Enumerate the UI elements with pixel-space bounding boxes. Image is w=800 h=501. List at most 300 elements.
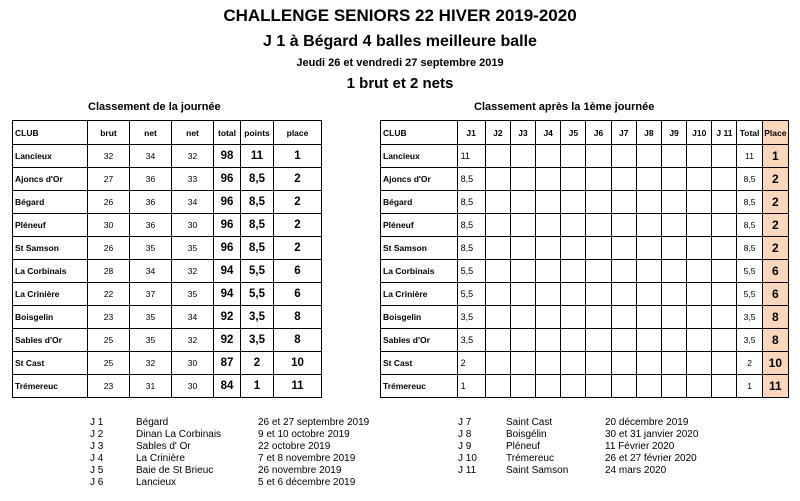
table-cell: 23 [88,306,130,329]
table-cell [712,191,737,214]
column-header: J1 [457,121,485,145]
schedule-day: J 2 [90,429,104,440]
table-cell [611,329,636,352]
club-name: Bégard [13,191,88,214]
club-name: Pléneuf [381,214,458,237]
overall-ranking-table [380,120,789,398]
table-cell: 32 [130,352,172,375]
table-cell: 30 [172,375,214,398]
club-name: Trémereuc [381,375,458,398]
table-cell [510,145,535,168]
table-cell: 2 [762,168,788,191]
table-cell: 3,5 [457,306,485,329]
schedule-club: Pléneuf [506,441,540,452]
table-cell: 34 [172,306,214,329]
table-cell [687,214,712,237]
table-cell: 8 [274,329,322,352]
column-header: J3 [510,121,535,145]
column-header: place [274,121,322,145]
table-cell: 31 [130,375,172,398]
table-cell: 8,5 [241,168,274,191]
table-cell [661,214,686,237]
schedule-date: 24 mars 2020 [605,465,667,476]
table-cell [611,145,636,168]
table-cell [485,260,510,283]
table-cell: 92 [214,329,241,352]
club-name: Sables d'Or [381,329,458,352]
table-cell [636,306,661,329]
table-cell: 2 [737,352,762,375]
table-cell [636,191,661,214]
table-cell [485,352,510,375]
table-cell [586,329,611,352]
table-cell: 8,5 [457,168,485,191]
table-cell: 94 [214,283,241,306]
schedule-day: J 8 [458,429,472,440]
table-cell [611,352,636,375]
table-cell [712,375,737,398]
table-cell [485,283,510,306]
table-row [13,168,322,191]
table-cell [611,191,636,214]
table-cell: 96 [214,191,241,214]
table-cell: 84 [214,375,241,398]
table-cell [611,168,636,191]
table-cell: 37 [130,283,172,306]
column-header: J5 [561,121,586,145]
schedule-date: 7 et 8 novembre 2019 [258,453,356,464]
schedule-date: 20 décembre 2019 [605,417,689,428]
table-cell: 1 [762,145,788,168]
event-format: 1 brut et 2 nets [346,75,454,92]
table-cell [636,214,661,237]
table-cell: 28 [88,260,130,283]
schedule-day: J 7 [458,417,472,428]
table-cell [586,283,611,306]
schedule-club: Lancieux [136,477,177,488]
table-cell [586,145,611,168]
table-cell: 2 [274,214,322,237]
table-cell [687,260,712,283]
table-cell [536,306,561,329]
table-cell: 35 [172,237,214,260]
table-cell [712,145,737,168]
table-cell: 2 [274,191,322,214]
table-cell: 2 [274,237,322,260]
table-cell: 2 [762,214,788,237]
table-cell: 8,5 [457,237,485,260]
table-cell: 6 [762,283,788,306]
table-row [13,375,322,398]
column-header: J 11 [712,121,737,145]
club-name: Ajoncs d'Or [381,168,458,191]
table-row [13,329,322,352]
table-row [381,375,789,398]
club-name: Lancieux [381,145,458,168]
table-cell [712,168,737,191]
schedule-club: Trémereuc [506,453,554,464]
table-cell: 8,5 [737,191,762,214]
table-cell: 35 [172,283,214,306]
column-header: J9 [661,121,686,145]
table-cell: 30 [172,214,214,237]
schedule-date: 26 novembre 2019 [258,465,342,476]
table-cell: 5,5 [737,260,762,283]
table-cell [536,283,561,306]
table-row [381,191,789,214]
schedule-day: J 10 [458,453,477,464]
table-cell [561,214,586,237]
column-header: CLUB [13,121,88,145]
table-cell: 6 [274,283,322,306]
table-cell [485,329,510,352]
column-header: J6 [586,121,611,145]
club-name: Lancieux [13,145,88,168]
table-cell [611,306,636,329]
table-cell: 1 [274,145,322,168]
table-cell [485,306,510,329]
table-cell: 22 [88,283,130,306]
table-cell [661,237,686,260]
table-cell: 8,5 [737,168,762,191]
page-title: CHALLENGE SENIORS 22 HIVER 2019-2020 [223,6,577,25]
table-cell: 3,5 [241,329,274,352]
column-header: net [130,121,172,145]
overall-ranking-title: Classement après la 1ème journée [474,101,655,113]
schedule-date: 26 et 27 septembre 2019 [258,417,370,428]
table-cell [712,329,737,352]
table-row [13,260,322,283]
table-cell: 32 [172,329,214,352]
schedule-club: Saint Cast [506,417,553,428]
table-cell [561,145,586,168]
column-header: J10 [687,121,712,145]
column-header: J8 [636,121,661,145]
table-cell [561,306,586,329]
schedule-club: Sables d' Or [136,441,191,452]
table-cell: 1 [457,375,485,398]
table-cell [636,283,661,306]
table-row [381,283,789,306]
club-name: Bégard [381,191,458,214]
schedule-day: J 4 [90,453,104,464]
table-cell [561,260,586,283]
table-row [381,352,789,375]
column-header: J2 [485,121,510,145]
table-cell: 1 [737,375,762,398]
table-cell [661,145,686,168]
table-cell [510,306,535,329]
table-cell: 5,5 [241,283,274,306]
table-cell: 32 [172,145,214,168]
table-cell: 8,5 [241,237,274,260]
club-name: St Cast [381,352,458,375]
table-cell: 3,5 [737,306,762,329]
table-cell [661,283,686,306]
table-cell [586,237,611,260]
club-name: La Corbinais [13,260,88,283]
table-cell: 96 [214,237,241,260]
table-cell: 8 [762,306,788,329]
table-cell: 3,5 [737,329,762,352]
table-row [381,145,789,168]
table-cell [536,237,561,260]
table-cell [485,237,510,260]
table-cell [687,237,712,260]
table-cell [661,375,686,398]
table-cell [561,191,586,214]
table-cell [712,306,737,329]
schedule-club: Boisgélin [506,429,547,440]
table-row [13,352,322,375]
table-cell [485,375,510,398]
table-cell: 36 [130,191,172,214]
table-cell [611,375,636,398]
table-row [381,329,789,352]
table-cell [536,168,561,191]
table-cell: 3,5 [457,329,485,352]
schedule-day: J 1 [90,417,104,428]
table-cell [586,168,611,191]
table-cell [661,352,686,375]
club-name: St Samson [13,237,88,260]
table-cell: 30 [172,352,214,375]
schedule-day: J 3 [90,441,104,452]
event-dates: Jeudi 26 et vendredi 27 septembre 2019 [296,57,504,69]
table-cell: 32 [172,260,214,283]
table-cell: 36 [130,168,172,191]
table-cell: 33 [172,168,214,191]
table-cell [485,145,510,168]
schedule-date: 30 et 31 janvier 2020 [605,429,699,440]
table-cell [712,352,737,375]
table-cell: 5,5 [241,260,274,283]
table-cell: 2 [457,352,485,375]
table-cell [561,329,586,352]
table-cell: 10 [274,352,322,375]
table-row [13,191,322,214]
schedule-club: La Crinière [136,453,185,464]
table-cell [510,375,535,398]
table-cell [536,214,561,237]
table-cell [611,237,636,260]
club-name: La Crinière [13,283,88,306]
table-cell: 11 [737,145,762,168]
table-cell [636,260,661,283]
table-cell [636,168,661,191]
table-cell [636,237,661,260]
table-cell [510,352,535,375]
table-cell [661,260,686,283]
table-cell: 23 [88,375,130,398]
table-cell [611,214,636,237]
table-cell: 6 [762,260,788,283]
table-cell: 35 [130,306,172,329]
club-name: Boisgelin [381,306,458,329]
table-cell [510,191,535,214]
schedule-date: 11 Février 2020 [605,441,675,452]
club-name: La Corbinais [381,260,458,283]
table-cell: 11 [457,145,485,168]
table-cell [485,168,510,191]
table-cell: 30 [88,214,130,237]
table-cell: 35 [130,237,172,260]
schedule-club: Baie de St Brieuc [136,465,214,476]
table-cell: 25 [88,329,130,352]
table-cell [510,237,535,260]
table-cell [586,306,611,329]
table-cell: 34 [130,260,172,283]
table-cell [687,306,712,329]
table-cell: 25 [88,352,130,375]
table-cell [536,260,561,283]
table-cell [561,168,586,191]
schedule-club: Bégard [136,417,169,428]
table-cell [536,145,561,168]
table-cell: 11 [274,375,322,398]
table-cell: 36 [130,214,172,237]
club-name: La Crinière [381,283,458,306]
table-cell: 98 [214,145,241,168]
table-cell: 5,5 [737,283,762,306]
table-cell [510,214,535,237]
schedule-date: 22 octobre 2019 [258,441,331,452]
table-cell [636,145,661,168]
table-cell: 11 [762,375,788,398]
table-cell [510,329,535,352]
table-cell: 87 [214,352,241,375]
table-cell: 8,5 [737,237,762,260]
table-cell [636,352,661,375]
table-cell: 3,5 [241,306,274,329]
column-header: total [214,121,241,145]
table-cell [536,191,561,214]
table-cell: 27 [88,168,130,191]
club-name: Boisgelin [13,306,88,329]
table-cell [536,329,561,352]
table-cell [586,375,611,398]
table-cell [712,260,737,283]
column-header: Total [737,121,762,145]
column-header: brut [88,121,130,145]
table-cell: 5,5 [457,260,485,283]
table-cell [510,260,535,283]
schedule-day: J 11 [458,465,477,476]
schedule-date: 5 et 6 décembre 2019 [258,477,356,488]
table-cell: 8,5 [457,191,485,214]
table-cell [687,329,712,352]
table-cell [485,214,510,237]
column-header: CLUB [381,121,458,145]
table-cell: 1 [241,375,274,398]
table-cell [687,145,712,168]
table-cell: 94 [214,260,241,283]
table-row [381,168,789,191]
table-cell [661,306,686,329]
table-cell [586,260,611,283]
column-header: net [172,121,214,145]
table-row [381,237,789,260]
table-cell: 34 [172,191,214,214]
table-cell [561,352,586,375]
table-cell: 92 [214,306,241,329]
table-cell [687,168,712,191]
column-header: J7 [611,121,636,145]
table-cell: 5,5 [457,283,485,306]
table-cell [536,352,561,375]
table-cell: 26 [88,237,130,260]
table-cell [586,352,611,375]
table-cell [661,329,686,352]
table-cell [561,283,586,306]
table-cell: 10 [762,352,788,375]
table-cell [687,191,712,214]
table-cell [661,191,686,214]
table-cell [712,283,737,306]
schedule-club: Dinan La Corbinais [136,429,222,440]
table-cell [586,191,611,214]
table-cell: 96 [214,168,241,191]
table-cell [687,375,712,398]
club-name: Sables d'Or [13,329,88,352]
table-cell: 8 [274,306,322,329]
table-cell: 8,5 [241,214,274,237]
schedule-date: 26 et 27 février 2020 [605,453,697,464]
table-row [381,306,789,329]
schedule-day: J 5 [90,465,104,476]
table-cell: 2 [241,352,274,375]
table-cell: 96 [214,214,241,237]
table-cell [611,260,636,283]
table-cell: 8,5 [737,214,762,237]
table-cell: 32 [88,145,130,168]
table-cell [561,237,586,260]
table-row [13,145,322,168]
table-cell: 34 [130,145,172,168]
table-cell [712,237,737,260]
table-row [13,306,322,329]
column-header: J4 [536,121,561,145]
table-cell [687,283,712,306]
table-cell [510,168,535,191]
table-cell [611,283,636,306]
table-cell [661,168,686,191]
club-name: Ajoncs d'Or [13,168,88,191]
table-cell: 6 [274,260,322,283]
table-row [13,283,322,306]
club-name: St Cast [13,352,88,375]
table-cell [687,352,712,375]
table-cell [536,375,561,398]
event-subtitle: J 1 à Bégard 4 balles meilleure balle [263,33,537,50]
day-ranking-table [12,120,322,398]
table-cell: 8,5 [241,191,274,214]
table-cell: 8,5 [457,214,485,237]
table-cell: 26 [88,191,130,214]
table-cell [712,214,737,237]
table-cell: 2 [762,191,788,214]
table-cell [510,283,535,306]
table-row [13,237,322,260]
club-name: Pléneuf [13,214,88,237]
table-row [381,214,789,237]
schedule-day: J 9 [458,441,472,452]
table-row [381,260,789,283]
schedule-day: J 6 [90,477,104,488]
table-cell [586,214,611,237]
table-cell [636,329,661,352]
table-cell: 11 [241,145,274,168]
